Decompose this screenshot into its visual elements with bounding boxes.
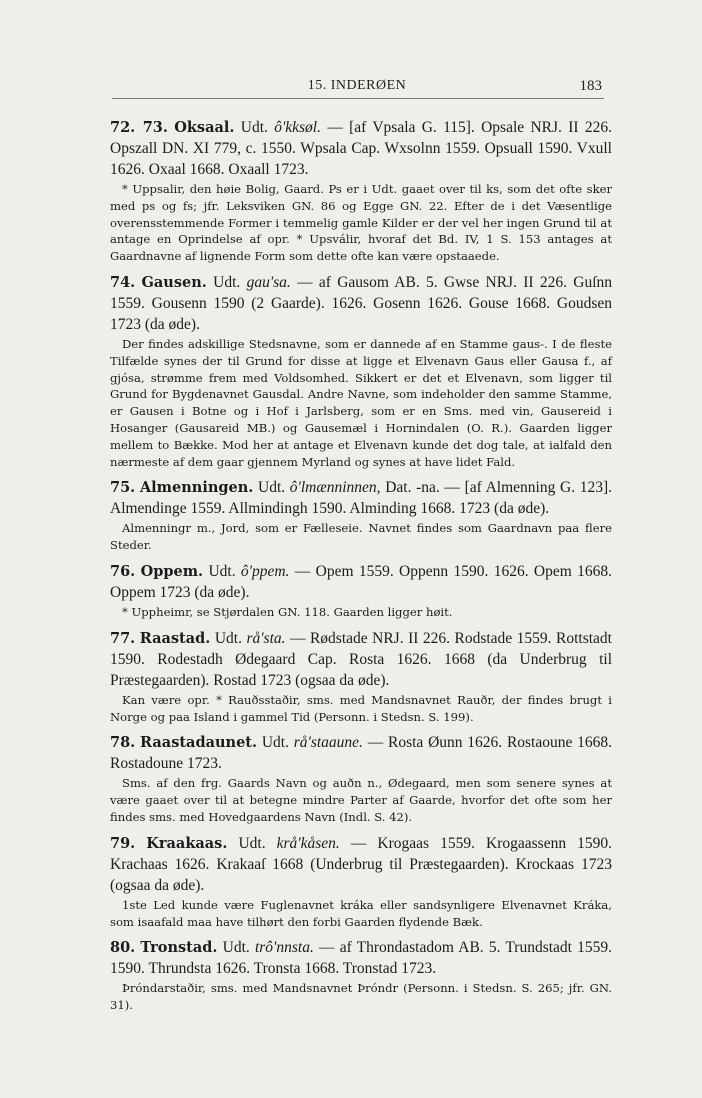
entry-name: Oksaal. xyxy=(174,119,235,136)
historical-forms: — Krogaas 1559. Krogaassenn 1590. Krachaas 1626. Krakaaſ 1668 (Underbrug til Præstegaarden). Krockaas 1723 (ogsaa da øde). xyxy=(110,834,613,894)
udt-label: Udt. xyxy=(208,562,236,580)
entry-76 xyxy=(110,561,612,621)
entry-main xyxy=(110,732,612,774)
pronunciation: ô'ppem. xyxy=(240,562,290,580)
entry-75 xyxy=(110,477,612,554)
historical-forms: — Rosta Øunn 1626. Rostaoune 1668. Rostadoune 1723. xyxy=(110,734,613,773)
entry-note: Sms. af den frg. Gaards Navn og auðn n., Ødegaard, men som senere synes at være gaaet over til at betegne mindre Parter af Gaarde, hvorfor det ofte som her findes sms. med Hovedgaardens Navn (Indl. S. 42). xyxy=(110,776,612,824)
entry-note: 1ste Led kunde være Fuglenavnet kráka eller sandsynligere Elvenavnet Kráka, som isaafald maa have tilhørt den forbi Gaarden flydende Bæk. xyxy=(110,897,612,929)
udt-label: Udt. xyxy=(238,834,266,852)
entry-list xyxy=(110,117,612,1021)
entry-77 xyxy=(110,628,612,726)
entry-number: 72. 73. xyxy=(110,119,168,136)
entry-note: Almenningr m., Jord, som er Fælleseie. Navnet findes som Gaardnavn paa flere Steder. xyxy=(110,521,612,553)
entry-name: Gausen. xyxy=(141,273,207,291)
entry-note: Kan være opr. * Rauðsstaðir, sms. med Mandsnavnet Rauðr, der findes brugt i Norge og paa Island i gammel Tid (Personn. i Stedsn. S. 199). xyxy=(110,692,612,724)
udt-label: Udt. xyxy=(222,939,250,957)
header-rule xyxy=(112,98,604,99)
section-title: 15. INDERØEN xyxy=(307,78,407,93)
page-number: 183 xyxy=(579,78,602,94)
pronunciation: gau'sa. xyxy=(246,273,291,291)
entry-name: Oppem. xyxy=(140,562,204,580)
entry-name: Almenningen. xyxy=(139,479,254,497)
entry-main xyxy=(110,117,612,180)
udt-label: Udt. xyxy=(258,479,286,497)
entry-number: 74. xyxy=(110,273,136,291)
entry-79 xyxy=(110,833,612,931)
historical-forms: — Opem 1559. Oppenn 1590. 1626. Opem 1668. Oppem 1723 (da øde). xyxy=(110,562,613,601)
udt-label: Udt. xyxy=(214,629,242,647)
entry-main xyxy=(110,628,612,691)
historical-forms: Dat. -na. — [af Almenning G. 123]. Almendinge 1559. Allmindingh 1590. Alminding 1668. 1723 (da øde). xyxy=(110,479,613,518)
entry-note: Der findes adskillige Stedsnavne, som er dannede af en Stamme gaus-. I de fleste Tilfælde synes der til Grund for disse at ligge et Elvenavn Gaus eller Gausa f., af gjósa, strømme frem med Voldsomhed. Sikkert er det et Elvenavn, som ligger til Grund for Bygdenavnet Gausdal. Andre Navne, som indeholder den samme Stamme, er Gausen i Botne og i Hof i Jarlsberg, som er en Sms. med vin, Gausereid i Hosanger (Gausareid MB.) og Gausemæl i Hornindalen (O. R.). Gaarden ligger mellem to Bække. Mod her at antage et Elvenavn kunde det dog tale, at ialfald den nærmeste af dem gaar gjennem Myrland og synes at have lidet Fald. xyxy=(110,336,612,469)
entry-note: * Uppheimr, se Stjørdalen GN. 118. Gaarden ligger høit. xyxy=(122,604,453,619)
entry-78 xyxy=(110,732,612,825)
entry-name: Raastadaunet. xyxy=(140,734,258,752)
pronunciation: trô'nnsta. xyxy=(254,939,314,957)
entry-number: 75. xyxy=(110,479,136,497)
entry-note: Þróndarstaðir, sms. med Mandsnavnet Þróndr (Personn. i Stedsn. S. 265; jfr. GN. 31). xyxy=(110,981,612,1013)
historical-forms: — af Throndastadom AB. 5. Trundstadt 1559. 1590. Thrundsta 1626. Tronsta 1668. Tronstad 1723. xyxy=(110,939,613,978)
udt-label: Udt. xyxy=(240,119,268,136)
entry-note: * Uppsalir, den høie Bolig, Gaard. Ps er i Udt. gaaet over til ks, som det ofte sker med ps og fs; jfr. Leksviken GN. 86 og Egge GN. 22. Efter de i det Væsentlige overensstemmende Former i temmelig gamle Kilder er der vel her ingen Grund til at antage en Oprindelse af opr. * Upsválir, hvoraf det Bd. IV, 1 S. 153 antages at Gaardnavne af lignende Form som dette ofte kan være opstaaede. xyxy=(110,182,612,264)
entry-number: 79. xyxy=(110,834,136,852)
pronunciation: rå'sta. xyxy=(246,629,286,647)
pronunciation: krå'kåsen. xyxy=(276,834,340,852)
running-header xyxy=(112,78,602,98)
historical-forms: — [af Vpsala G. 115]. Opsale NRJ. II 226. Opszall DN. XI 779, c. 1550. Wpsala Cap. Wxsolnn 1559. Opsuall 1590. Vxull 1626. Oxaal 1668. Oxaall 1723. xyxy=(110,119,612,178)
pronunciation: rå'staaune. xyxy=(293,734,363,752)
entry-main xyxy=(110,477,612,519)
entry-80 xyxy=(110,937,612,1014)
historical-forms: — af Gausom AB. 5. Gwse NRJ. II 226. Guſnn 1559. Gousenn 1590 (2 Gaarde). 1626. Gosenn 1626. Gouse 1668. Goudsen 1723 (da øde). xyxy=(110,273,613,333)
entry-main xyxy=(110,561,612,603)
entry-number: 76. xyxy=(110,562,136,580)
entry-74 xyxy=(110,272,612,470)
entry-name: Tronstad. xyxy=(140,939,218,957)
entry-72-73 xyxy=(110,117,612,265)
historical-forms: — Rødstade NRJ. II 226. Rodstade 1559. Rottstadt 1590. Rodestadh Ødegaard Cap. Rosta 1626. 1668 (da Underbrug til Præstegaarden). Rostad 1723 (ogsaa da øde). xyxy=(110,629,612,689)
entry-number: 80. xyxy=(110,939,136,957)
entry-main xyxy=(110,833,612,896)
entry-main xyxy=(110,937,612,979)
entry-name: Raastad. xyxy=(139,629,211,647)
udt-label: Udt. xyxy=(213,273,241,291)
pronunciation: ô'kksøl. xyxy=(274,119,321,136)
entry-name: Kraakaas. xyxy=(146,834,228,852)
udt-label: Udt. xyxy=(261,734,289,752)
entry-main xyxy=(110,272,612,335)
entry-number: 77. xyxy=(110,629,136,647)
entry-number: 78. xyxy=(110,734,136,752)
pronunciation: ô'lmænninnen, xyxy=(289,479,381,497)
